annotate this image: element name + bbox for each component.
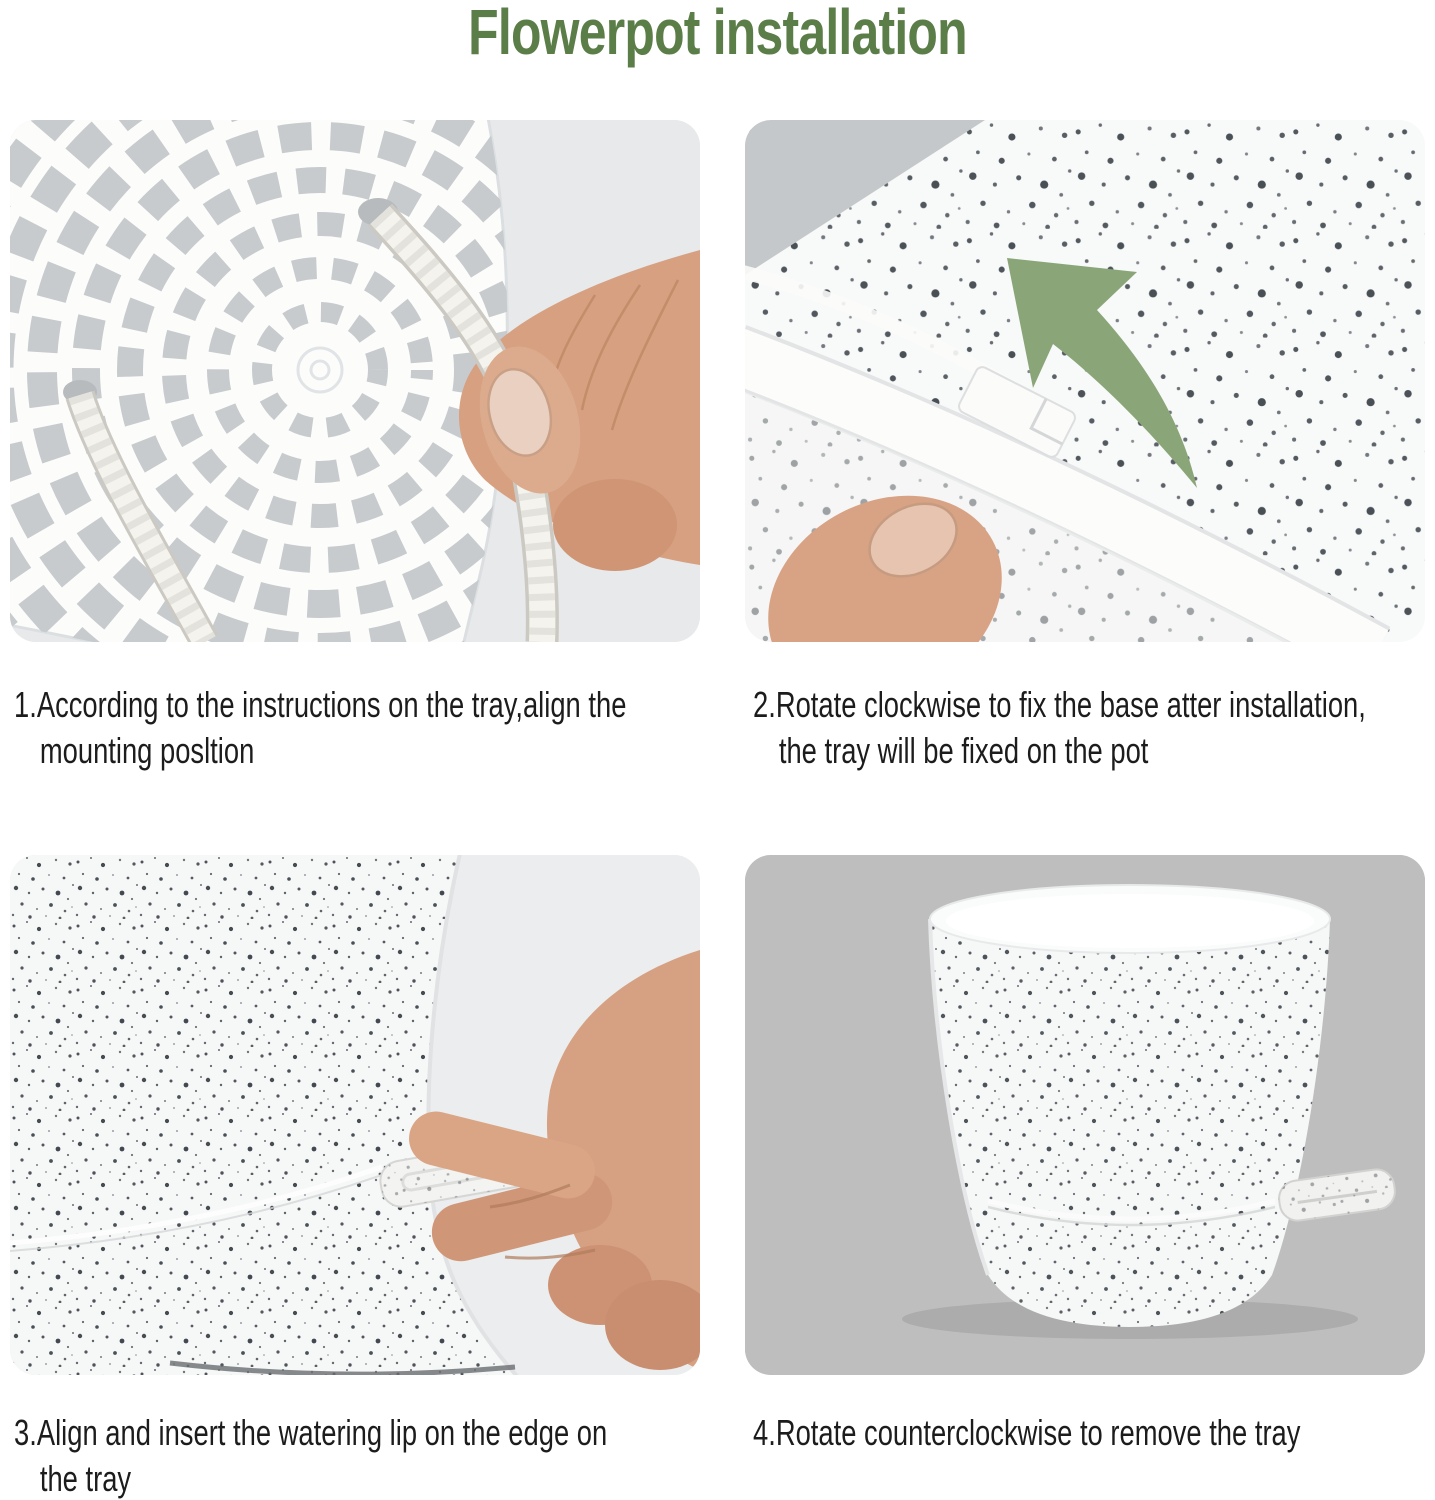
step-2-photo (745, 120, 1425, 642)
step-3-caption (14, 1410, 795, 1500)
step-2-text-line-2: the tray will be fixed on the pot (778, 730, 1149, 771)
step-4-caption (753, 1410, 1435, 1456)
step-4-text-line-1: 4.Rotate counterclockwise to remove the tray (753, 1412, 1301, 1453)
step-3-photo (10, 855, 700, 1375)
step-1-text-line-1: 1.According to the instructions on the tray,align the (14, 684, 627, 725)
step-4-photo (745, 855, 1425, 1375)
pot-interior (946, 894, 1314, 948)
step-1-caption (14, 682, 820, 774)
step-1-photo (10, 120, 700, 642)
page-title: Flowerpot installation (468, 0, 967, 68)
step-1-text-line-2: mounting posltion (39, 730, 255, 771)
step-2-caption (753, 682, 1435, 774)
step-2-text-line-1: 2.Rotate clockwise to fix the base atter installation, (753, 684, 1366, 725)
step-3-text-line-2: the tray (39, 1458, 132, 1499)
step-3-text-line-1: 3.Align and insert the watering lip on the edge on (14, 1412, 608, 1453)
flowerpot (930, 885, 1330, 1327)
